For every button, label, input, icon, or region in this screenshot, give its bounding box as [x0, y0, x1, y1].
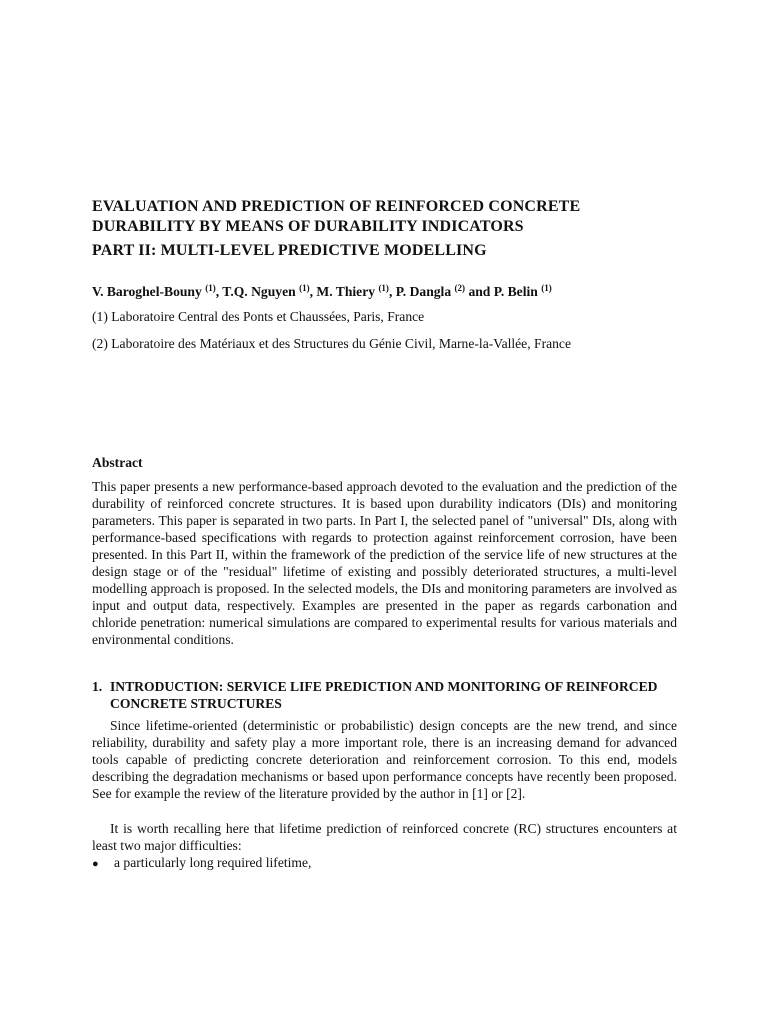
- author-affiliation-mark: (1): [378, 283, 389, 293]
- section-title: INTRODUCTION: SERVICE LIFE PREDICTION AND MONITORING OF REINFORCED CONCRETE STRUCTURES: [110, 679, 658, 711]
- author-list: [92, 284, 552, 300]
- author-affiliation-mark: (1): [541, 283, 552, 293]
- intro-paragraph-2: It is worth recalling here that lifetime prediction of reinforced concrete (RC) structures encounters at least two major difficulties:: [92, 821, 677, 853]
- author-affiliation-mark: (1): [299, 283, 310, 293]
- author-separator: ,: [388, 284, 396, 299]
- section-heading: [92, 678, 692, 712]
- author-name: P. Belin: [493, 284, 538, 299]
- title-line-1: EVALUATION AND PREDICTION OF REINFORCED CONCRETE: [92, 198, 581, 215]
- affiliation-1: (1) Laboratoire Central des Ponts et Chaussées, Paris, France: [92, 309, 425, 324]
- author-name: T.Q. Nguyen: [222, 284, 296, 299]
- title-line-2: DURABILITY BY MEANS OF DURABILITY INDICATORS: [92, 218, 524, 235]
- intro-paragraph-1: Since lifetime-oriented (deterministic or probabilistic) design concepts are the new trend, and since reliability, durability and safety play a more important role, there is an increasing demand for advanced tools capable of predicting concrete deterioration and reinforcement corrosion. To this end, models describing the degradation mechanisms or based upon performance concepts have recently been proposed. See for example the review of the literature provided by the author in [1] or [2].: [92, 718, 677, 801]
- author-separator: ,: [309, 284, 317, 299]
- abstract-heading: Abstract: [92, 455, 143, 470]
- author-affiliation-mark: (1): [205, 283, 216, 293]
- paper-title: [92, 197, 692, 261]
- author-name: M. Thiery: [316, 284, 376, 299]
- bullet-list-item: [92, 854, 311, 873]
- bullet-text: a particularly long required lifetime,: [114, 855, 312, 870]
- author-separator: and: [465, 284, 494, 299]
- author-separator: ,: [215, 284, 223, 299]
- affiliation-2: (2) Laboratoire des Matériaux et des Structures du Génie Civil, Marne-la-Vallée, France: [92, 336, 571, 351]
- paper-subtitle: PART II: MULTI-LEVEL PREDICTIVE MODELLING: [92, 242, 487, 259]
- bullet-icon: ●: [92, 858, 99, 870]
- author-name: P. Dangla: [395, 284, 452, 299]
- author-name: V. Baroghel-Bouny: [92, 284, 202, 299]
- author-affiliation-mark: (2): [454, 283, 466, 293]
- abstract-body: This paper presents a new performance-based approach devoted to the evaluation and the prediction of the durability of reinforced concrete structures. It is based upon durability indicators (DIs) and monitoring parameters. This paper is separated in two parts. In Part I, the selected panel of "universal" DIs, along with performance-based specifications with regards to protection against reinforcement corrosion, have been presented. In this Part II, within the framework of the prediction of the service life of new structures at the design stage or of the "residual" lifetime of existing and possibly deteriorated structures, a multi-level modelling approach is proposed. In the selected models, the DIs and monitoring parameters are involved as input and output data, respectively. Examples are presented in the paper as regards carbonation and chloride penetration: numerical simulations are compared to experimental results for various materials and environmental conditions.: [92, 479, 677, 647]
- section-number: 1.: [92, 679, 103, 694]
